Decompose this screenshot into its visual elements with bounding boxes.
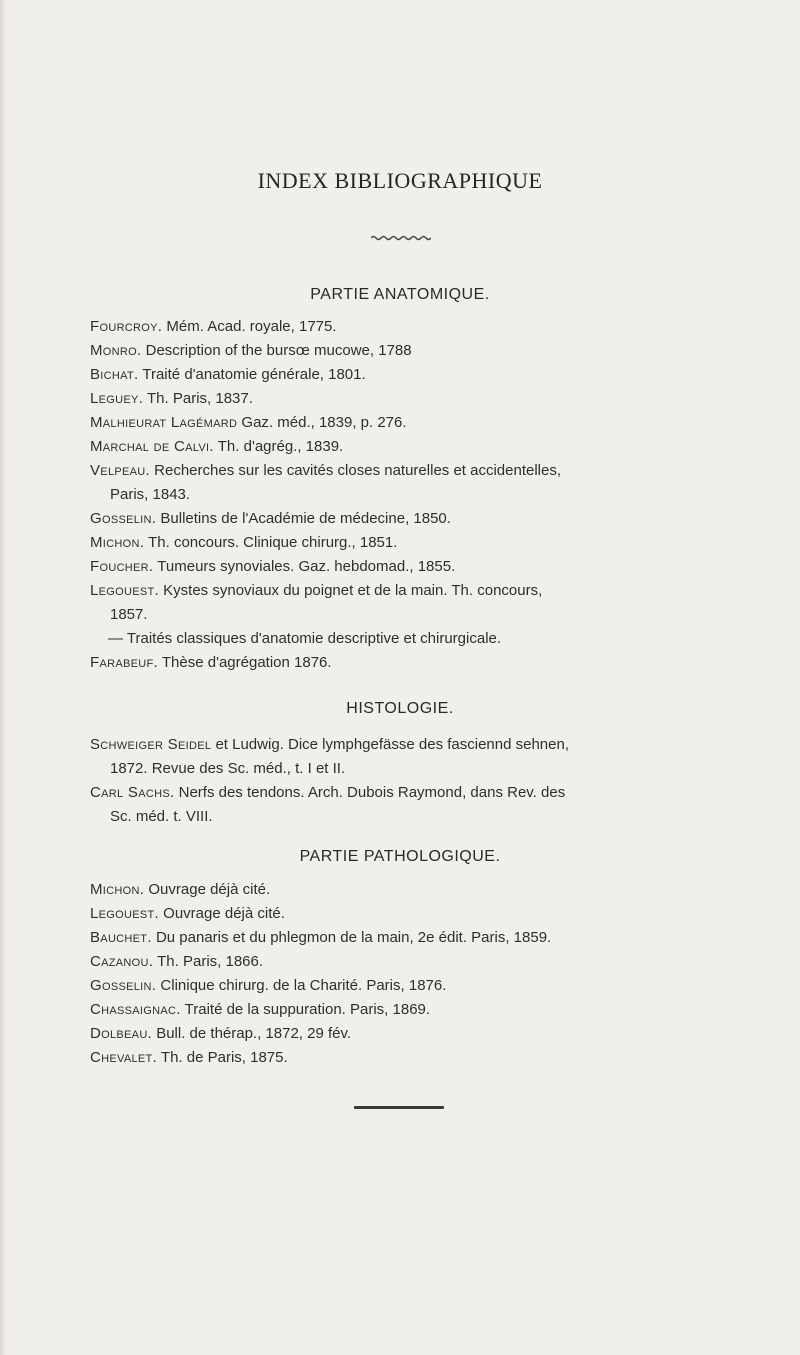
entry-author: Carl Sachs.: [90, 784, 175, 801]
bibliography-entry: [90, 1046, 730, 1070]
page-edge: [0, 0, 6, 1355]
bibliography-entry: [90, 627, 748, 651]
entry-author: Gosselin.: [90, 977, 157, 994]
entry-author: Bauchet.: [90, 929, 152, 946]
entry-text: Ouvrage déjà cité.: [144, 881, 271, 898]
bibliography-entry: [90, 315, 730, 339]
entry-author: Cazanou.: [90, 953, 154, 970]
section-heading-pathologique: PARTIE PATHOLOGIQUE.: [299, 848, 501, 865]
entry-author: Leguey.: [90, 390, 144, 407]
entry-author: Gosselin.: [90, 510, 157, 527]
bibliography-entry: [90, 363, 730, 387]
entry-author: Legouest.: [90, 582, 159, 599]
bibliography-entry: [90, 459, 730, 507]
entry-author: Farabeuf.: [90, 654, 158, 671]
entry-text: et Ludwig. Dice lymphgefässe des fasciennd sehnen,: [211, 736, 569, 753]
entry-text: Traité d'anatomie générale, 1801.: [138, 366, 366, 383]
entry-text: Bull. de thérap., 1872, 29 fév.: [152, 1025, 352, 1042]
bibliography-entry: [90, 902, 730, 926]
bibliography-entry: [90, 411, 730, 435]
entry-continuation: Paris, 1843.: [110, 486, 191, 503]
entry-author: Foucher.: [90, 558, 154, 575]
entry-author: Fourcroy.: [90, 318, 163, 335]
bibliography-entry: [90, 339, 730, 363]
entry-author: Chassaignac.: [90, 1001, 181, 1018]
wavy-ornament: [371, 235, 431, 241]
bibliography-entry: [90, 555, 730, 579]
bibliography-entry: [90, 435, 730, 459]
entry-author: Michon.: [90, 881, 145, 898]
bibliography-entry: [90, 926, 730, 950]
entry-author: Schweiger Seidel: [90, 736, 212, 753]
entry-text: Th. Paris, 1866.: [153, 953, 264, 970]
entry-text: Th. concours. Clinique chirurg., 1851.: [144, 534, 398, 551]
entry-text: Bulletins de l'Académie de médecine, 1850.: [156, 510, 451, 527]
entry-text: Gaz. méd., 1839, p. 276.: [237, 414, 407, 431]
bibliography-entry: [90, 950, 730, 974]
entry-continuation: Sc. méd. t. VIII.: [110, 808, 213, 825]
page-title: INDEX BIBLIOGRAPHIQUE: [257, 168, 543, 193]
entry-author: Bichat.: [90, 366, 139, 383]
bibliography-entry: [90, 531, 730, 555]
bibliography-entry: [90, 651, 730, 675]
bibliography-entry: [90, 387, 730, 411]
bibliography-entry: [90, 781, 730, 829]
bibliography-entry: [90, 974, 730, 998]
entry-author: Malhieurat Lagémard: [90, 414, 238, 431]
bibliography-entry: [90, 1022, 730, 1046]
bibliography-entry: [90, 507, 730, 531]
entry-text: Mém. Acad. royale, 1775.: [162, 318, 337, 335]
closing-rule: [354, 1106, 444, 1109]
entry-author: Michon.: [90, 534, 145, 551]
section-heading-histologie: HISTOLOGIE.: [346, 700, 454, 717]
entry-text: Ouvrage déjà cité.: [159, 905, 285, 922]
entry-text: Th. Paris, 1837.: [143, 390, 253, 407]
entry-text: Traité de la suppuration. Paris, 1869.: [180, 1001, 431, 1018]
entry-text: Clinique chirurg. de la Charité. Paris, 1876.: [156, 977, 447, 994]
entry-text: Th. de Paris, 1875.: [157, 1049, 288, 1066]
section-heading-anatomique: PARTIE ANATOMIQUE.: [310, 286, 490, 303]
entry-continuation: 1857.: [110, 606, 148, 623]
entry-author: Velpeau.: [90, 462, 150, 479]
entry-text: — Traités classiques d'anatomie descriptive et chirurgicale.: [108, 630, 502, 647]
entry-author: Dolbeau.: [90, 1025, 153, 1042]
entry-author: Marchal de Calvi.: [90, 438, 214, 455]
entry-text: Kystes synoviaux du poignet et de la main. Th. concours,: [159, 582, 543, 599]
entry-author: Chevalet.: [90, 1049, 158, 1066]
bibliography-entry: [90, 878, 730, 902]
entry-continuation: 1872. Revue des Sc. méd., t. I et II.: [110, 760, 346, 777]
bibliography-entry: [90, 733, 730, 781]
entry-text: Description of the bursœ mucowe, 1788: [141, 342, 412, 359]
entry-text: Recherches sur les cavités closes naturelles et accidentelles,: [149, 462, 562, 479]
entry-text: Du panaris et du phlegmon de la main, 2e édit. Paris, 1859.: [151, 929, 552, 946]
entry-author: Monro.: [90, 342, 142, 359]
entry-text: Tumeurs synoviales. Gaz. hebdomad., 1855.: [153, 558, 456, 575]
bibliography-entry: [90, 998, 730, 1022]
entry-text: Th. d'agrég., 1839.: [213, 438, 344, 455]
bibliography-entry: [90, 579, 730, 627]
entry-author: Legouest.: [90, 905, 159, 922]
entry-text: Nerfs des tendons. Arch. Dubois Raymond, dans Rev. des: [174, 784, 566, 801]
entry-text: Thèse d'agrégation 1876.: [158, 654, 332, 671]
